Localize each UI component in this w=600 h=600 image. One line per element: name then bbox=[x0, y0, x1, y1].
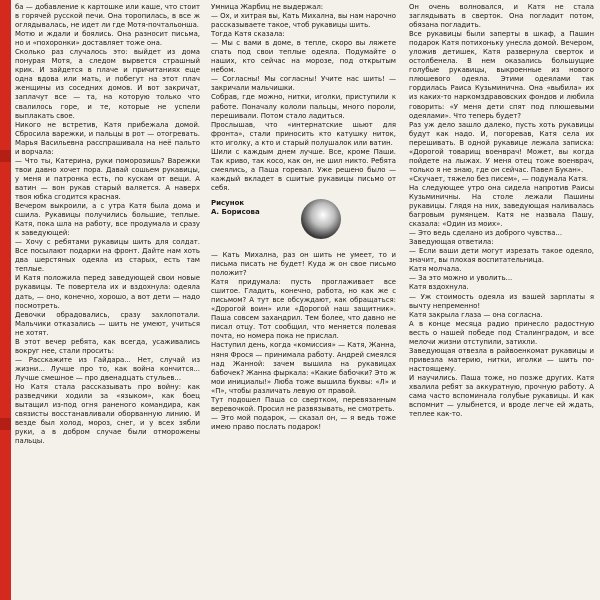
paragraph: ба — добавление к картошке или каше, что стоит в горячей русской печи. Она торопилась, в все ж оглядывалась, не идет ли где Мотя-почтальонша. bbox=[15, 3, 200, 30]
paragraph: — Кать Михална, раз он шить не умеет, то и письма писать не будет! Куда ж он свое письмо положит? bbox=[211, 250, 396, 278]
illustration-credit bbox=[211, 199, 396, 251]
paragraph: Наступил день, когда «комиссия» — Катя, Жанна, няня Фрося — принимала работу. Андрей смеялся над Жанной: зачем вышила на рукавицах бабочек? Жанна фыркала: «Какие бабочки? Это ж мои инициалы!» Люба тоже вышила буквы: «Л» и «П», чтобы различать левую от правой. bbox=[211, 341, 396, 395]
paragraph: Заведующая ответила: bbox=[409, 238, 494, 247]
paragraph: Девочки обрадовались, сразу захлопотали. Мальчики отказались — шить не умеют, учиться не хотят. bbox=[15, 310, 200, 337]
paragraph: — Это ведь сделано из доброго чувства... bbox=[409, 229, 563, 238]
paragraph: Шили с каждым днем лучше. Все, кроме Паши. Так криво, так косо, как он, не шил никто. Ребята смеялись, а Паша горевал. Уже решено было — каждый вкладет в сшитые рукавицы письмо от себя. bbox=[211, 147, 396, 192]
paragraph: В этот вечер ребята, как всегда, усаживались вокруг нее, стали просить: bbox=[15, 337, 200, 355]
paragraph: Катя закрыла глаза — она согласна. bbox=[409, 310, 543, 319]
paragraph: Раз уж дело зашло далеко, пусть хоть рукавицы будут как надо. И, погоревав, Катя села их перешивать. В одной рукавице лежала записка: «Дорогой товарищ военврач! Может, вы когда пойдете на лыжах. У меня отец тоже военврач, только я не знаю, где он сейчас. Павел Букан». bbox=[409, 120, 594, 174]
paragraph: — Это мой подарок, — сказал он, — я ведь тоже имею право послать подарок! bbox=[211, 413, 396, 431]
paragraph: Заведующая отвезла в райвоенкомат рукавицы и привезла материю, нитки, иголки — шить по-настоящему. bbox=[409, 346, 594, 373]
paragraph: — Расскажите из Гайдара... Нет, случай из жизни... Лучше про то, как война кончится... Лучше смешное — про двенадцать стульев... bbox=[15, 355, 200, 382]
paragraph: — Мы с вами в доме, в тепле, скоро вы ляжете спать под свои теплые одеяла. Подумайте о наших, кто сейчас на морозе, под открытым небом. bbox=[211, 39, 396, 75]
paragraph: Он очень волновался, и Катя не стала заглядывать в сверток. Она погладит потом, обязана погладить. bbox=[409, 3, 594, 30]
text-column-2 bbox=[211, 3, 396, 597]
paragraph: — За это можно и уволить... bbox=[409, 274, 513, 283]
paragraph: — Уж стоимость одеяла из вашей зарплаты я вычту непременно! bbox=[409, 292, 594, 310]
paragraph: Умница Жарбиц не выдержал: bbox=[211, 3, 324, 11]
margin-tab-lower bbox=[0, 418, 11, 430]
paragraph: Вечером выкроили, а с утра Катя была дома и сшила. Рукавицы получились большие, теплые. Катя, пока шла на работу, все продумала и сразу к заведующей: bbox=[15, 202, 200, 238]
paragraph: Тогда Катя сказала: bbox=[211, 30, 285, 39]
paragraph: — Если ваши дети могут изрезать такое одеяло, значит, вы плохая воспитательница. bbox=[409, 247, 594, 265]
margin-tab-upper bbox=[0, 150, 11, 162]
paragraph: Тут подошел Паша со свертком, перевязанным веревочкой. Просил не развязывать, не смотреть. bbox=[211, 395, 396, 413]
text-column-3 bbox=[409, 3, 594, 597]
paragraph: Катя молчала. bbox=[409, 265, 462, 274]
paragraph: — Что ты, Катерина, руки поморозишь? Варежки твои давно хочет пора. Давай сошьем рукавицы, у меня и патронка есть, по кускам от вещи. А ватин — вон рукав старый валяется. А наверх твоя юбка сгодится красная. bbox=[15, 156, 200, 201]
paragraph: И научились. Паша тоже, но позже других. Катя хвалила ребят за аккуратную, прочную работу. А сама часто вспоминала голубые рукавицы. И как вспомнит — улыбнется, и вроде легче ей ждать, теплее как-то. bbox=[409, 373, 594, 419]
paragraph: А в конце месяца радио принесло радостную весть о нашей победе под Сталинградом, и все мелочи жизни отступили, затихли. bbox=[409, 319, 594, 346]
text-column-1 bbox=[15, 3, 200, 597]
paragraph: Катя придумала: пусть проглаживает все сшитое. Гладить, конечно, работа, но как же с письмом? А тут все обсуждают, как обращаться: «Дорогой воин» или «Дорогой наш защитник». Паша совсем захандрил. Тем более, что давно не писал отцу. Тот сообщил, что меняется полевая почта, но номера пока не прислал. bbox=[211, 278, 396, 341]
red-margin-bar bbox=[0, 0, 11, 600]
paragraph: Собрав, где можно, нитки, иголки, приступили к работе. Поначалу кололи пальцы, много пороли, перешивали. Потом стало ладиться. bbox=[211, 93, 396, 120]
paragraph: — Хочу с ребятами рукавицы шить для солдат. Все посылают подарки на фронт. Дайте нам хоть два шерстяных одеяла из старых, есть там теплые. bbox=[15, 238, 200, 274]
paragraph: Мотю и ждали и боялись. Она разносит письма, но и «похоронки» доставляет тоже она. bbox=[15, 30, 200, 48]
illustration-author: А. Борисова bbox=[211, 207, 260, 216]
paragraph: — Ох, и хитрая вы, Кать Михална, вы нам нарочно рассказываете такое, чтоб рукавицы шить. bbox=[211, 12, 396, 30]
circle-vignette-icon bbox=[301, 199, 341, 239]
paragraph: Но Катя стала рассказывать про войну: как разведчики ходили за «языком», как боец вытащил из-под огня раненого командира, как связисты восстанавливали оборванную линию. И везде был холод, мороз, снег, и у всех зябли руки, а в добром случае были отморожены пальцы. bbox=[15, 382, 200, 446]
article-page bbox=[15, 3, 598, 597]
paragraph: На следующее утро она сидела напротив Раисы Кузьминичны. На столе лежали Пашины рукавицы. Глядя на них, заведующая наливалась багровым румянцем. Катя не назвала Пашу, сказала: «Один из моих». bbox=[409, 183, 594, 229]
paragraph: Прослышав, что «интернатские шьют для фронта», стали приносить кто катушку ниток, кто иголку, а кто и старый полушалок или ватин. bbox=[211, 120, 396, 147]
paragraph: Сколько раз случалось это: выйдет из дома понурая Мотя, а следом вырвется страшный крик. И зайдется в плаче и причитаниях еще одна вдова или мать, и побегут на этот плач женщины из соседних домов. И вот закричат, заплачут все — та, на которую только что свалилось горе, и те, которые не успели выплакать свое. bbox=[15, 48, 200, 120]
paragraph: Все рукавицы были заперты в шкаф, а Пашин подарок Катя потихоньку унесла домой. Вечером, уложив детишек, Катя развернула сверток и остолбенела. В нем оказались большущие голубые рукавицы, выкроенные из нового плюшевого одеяла. Этими одеялами так гордилась Раиса Кузьминична. Она «выбила» их из каких-то наркомздравовских фондов и любила говорить: «У меня дети спят под плюшевыми одеялами». Что теперь будет? bbox=[409, 30, 594, 120]
illustration-label: Рисунок bbox=[211, 198, 245, 207]
paragraph: — Согласны! Мы согласны! Учите нас шить! — закричали мальчишки. bbox=[211, 75, 396, 93]
paragraph: Катя вздохнула. bbox=[409, 283, 469, 292]
paragraph: И Катя положила перед заведующей свои новые рукавицы. Те повертела их и вздохнула: одеяла дать, — оно, конечно, хорошо, а вот дети — надо посмотреть. bbox=[15, 274, 200, 310]
paragraph: Никого не встретив, Катя прибежала домой. Сбросила варежки, и пальцы в рот — отогревать. Марья Васильевна расспрашивала на неё пальто и ворчала: bbox=[15, 120, 200, 156]
paragraph: «Скучает, тяжело без писем», — подумала Катя. bbox=[409, 174, 589, 183]
